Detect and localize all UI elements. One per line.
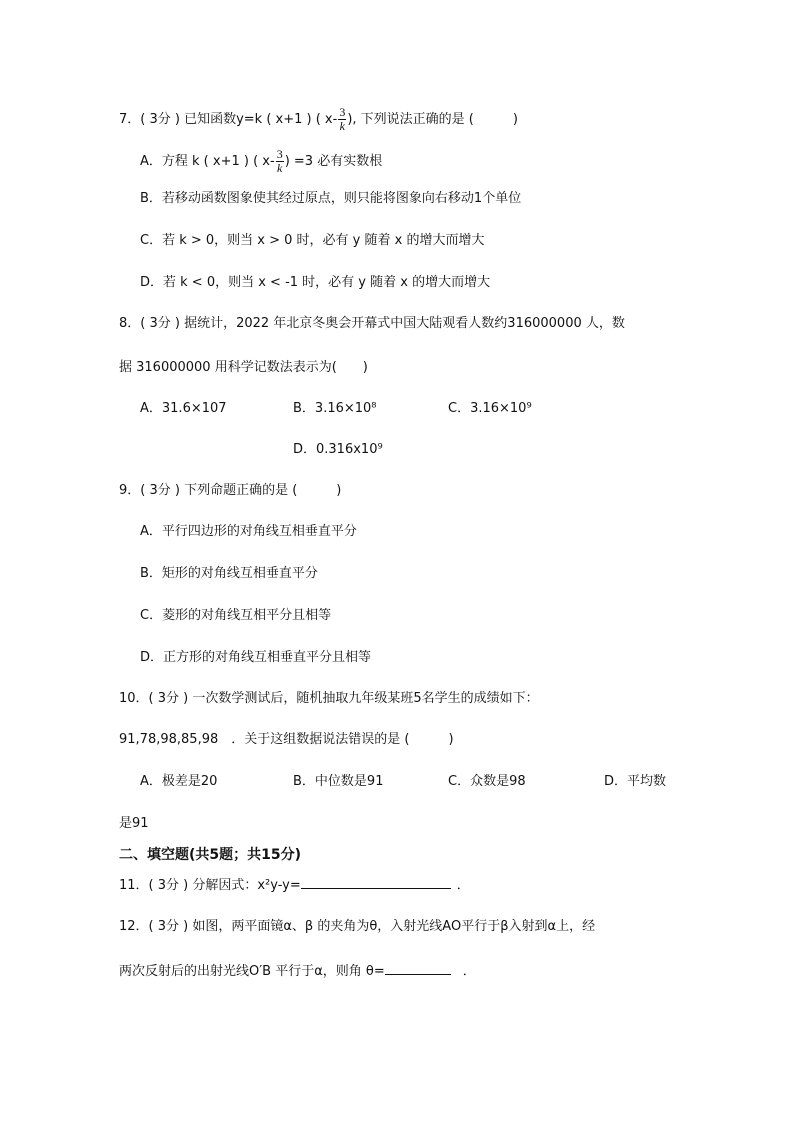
q7-option-a-part1: A．方程 k ( x+1 ) ( x- xyxy=(140,154,275,169)
q7-option-a-fraction-numerator: 3 xyxy=(276,147,283,161)
q11-stem xyxy=(119,876,470,895)
q7-stem xyxy=(119,106,518,133)
q8-option-a: A．31.6×107 xyxy=(140,401,227,416)
q8-option-b: B．3.16×10⁸ xyxy=(293,401,377,416)
q7-fraction xyxy=(338,106,346,133)
q12-end-punct: ． xyxy=(462,964,476,979)
q7-fraction-numerator: 3 xyxy=(339,105,346,119)
q9-option-d: D．正方形的对角线互相垂直平分且相等 xyxy=(140,650,372,665)
q12-stem-text: 两次反射后的出射光线O′B 平行于α，则角 θ= xyxy=(119,964,385,979)
q7-option-a xyxy=(140,148,382,175)
q10-stem-line2: 91,78,98,85,98 ．关于这组数据说法错误的是 ( ) xyxy=(119,732,454,747)
q9-option-c: C．菱形的对角线互相平分且相等 xyxy=(140,608,332,623)
q12-answer-blank[interactable] xyxy=(385,962,451,975)
q8-option-c: C．3.16×10⁹ xyxy=(448,401,532,416)
q11-stem-text: 11．( 3分 ) 分解因式：x²y-y= xyxy=(119,878,301,893)
q11-end-punct: ． xyxy=(456,878,470,893)
q10-option-d: D．平均数 xyxy=(604,774,667,789)
q9-stem: 9．( 3分 ) 下列命题正确的是 ( ) xyxy=(119,483,342,498)
q7-option-b: B．若移动函数图象使其经过原点，则只能将图象向右移动1个单位 xyxy=(140,191,522,206)
q10-option-d-continued: 是91 xyxy=(119,816,149,831)
q11-answer-blank[interactable] xyxy=(301,876,451,889)
q10-option-c: C．众数是98 xyxy=(448,774,526,789)
q10-option-a: A．极差是20 xyxy=(140,774,218,789)
q7-stem-part2: ), 下列说法正确的是 ( ) xyxy=(347,112,518,127)
q7-option-a-fraction xyxy=(276,148,284,175)
q12-stem-line2 xyxy=(119,962,476,981)
q7-fraction-denominator: k xyxy=(339,119,345,133)
q9-option-b: B．矩形的对角线互相垂直平分 xyxy=(140,566,318,581)
q7-option-a-part2: ) =3 必有实数根 xyxy=(284,154,383,169)
q12-stem-line1: 12．( 3分 ) 如图，两平面镜α、β 的夹角为θ，入射光线AO平行于β入射到α上，经 xyxy=(119,919,596,934)
q8-stem-line2: 据 316000000 用科学记数法表示为( ) xyxy=(119,360,368,375)
q9-option-a: A．平行四边形的对角线互相垂直平分 xyxy=(140,524,357,539)
q10-option-b: B．中位数是91 xyxy=(293,774,384,789)
section-heading: 二、填空题(共5题；共15分) xyxy=(119,847,302,863)
q7-stem-part1: 7．( 3分 ) 已知函数y=k ( x+1 ) ( x- xyxy=(119,112,338,127)
q10-stem-line1: 10．( 3分 ) 一次数学测试后，随机抽取九年级某班5名学生的成绩如下： xyxy=(119,691,539,706)
q8-stem-line1: 8．( 3分 ) 据统计，2022 年北京冬奥会开幕式中国大陆观看人数约316000000 人，数 xyxy=(119,316,625,331)
q8-option-d: D．0.316x10⁹ xyxy=(293,442,383,457)
q7-option-a-fraction-denominator: k xyxy=(277,161,283,175)
q7-option-d: D．若 k < 0，则当 x < -1 时，必有 y 随着 x 的增大而增大 xyxy=(140,275,491,290)
q7-option-c: C．若 k > 0，则当 x > 0 时，必有 y 随着 x 的增大而增大 xyxy=(140,233,485,248)
